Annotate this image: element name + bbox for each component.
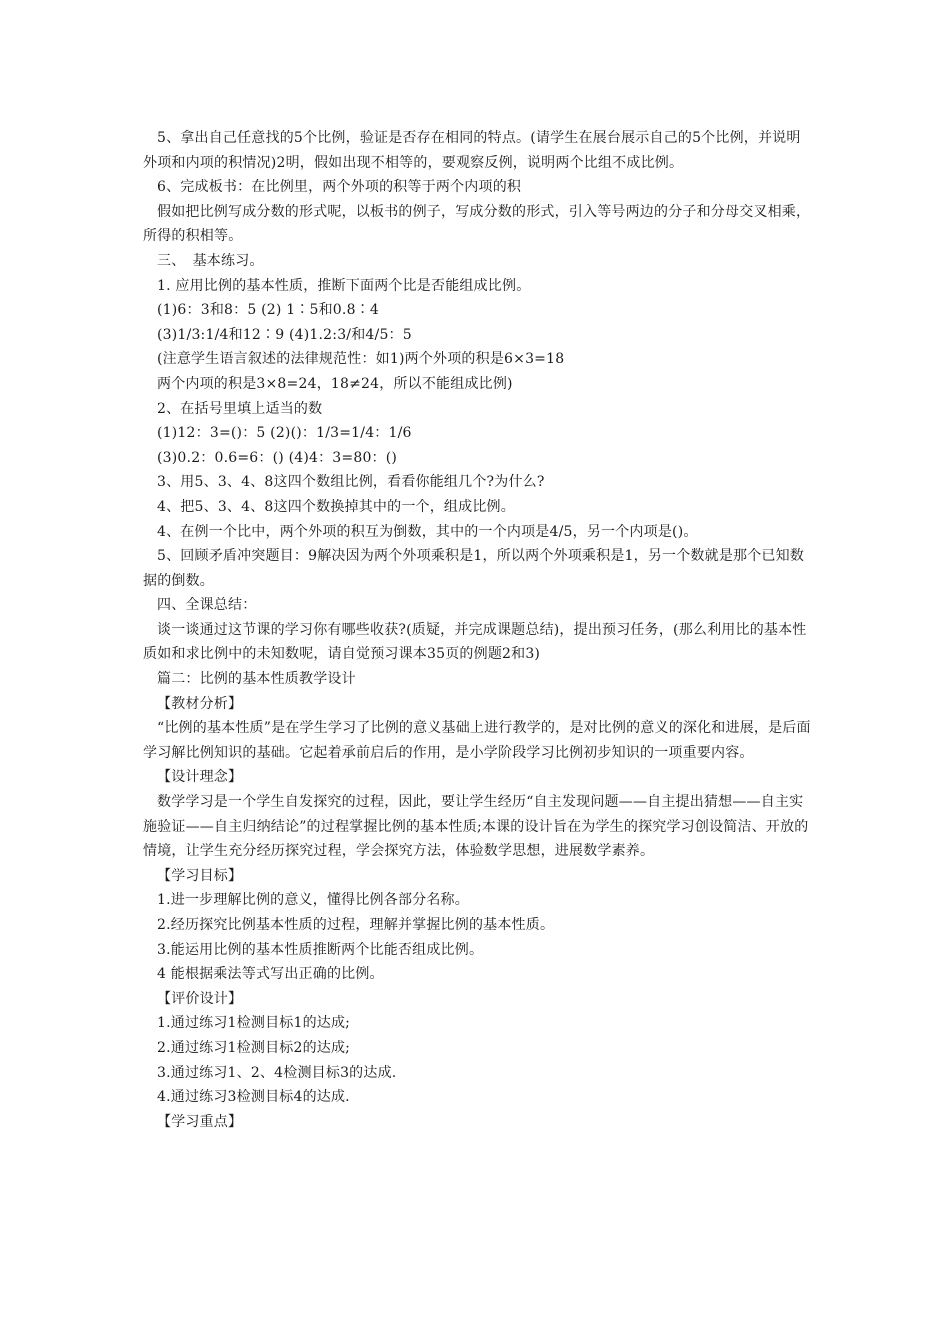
exercise-4b: 4、在例一个比中，两个外项的积互为倒数，其中的一个内项是4/5，另一个内项是()。 bbox=[157, 523, 698, 540]
exercise-1-note-b: 两个内项的积是3×8=24，18≠24，所以不能组成比例) bbox=[157, 375, 513, 392]
exercise-2-items-b: (3)0.2：0.6=6：() (4)4：3=80：() bbox=[157, 449, 398, 466]
exercise-4a: 4、把5、3、4、8这四个数换掉其中的一个，组成比例。 bbox=[157, 498, 515, 515]
exercise-3: 3、用5、3、4、8这四个数组比例，看看你能组几个?为什么? bbox=[157, 474, 545, 491]
heading-evaluation-design: 【评价设计】 bbox=[157, 990, 243, 1007]
part-two-title: 篇二：比例的基本性质教学设计 bbox=[157, 671, 356, 688]
summary-text: 谈一谈通过这节课的学习你有哪些收获?(质疑，并完成课题总结)，提出预习任务，(那么利用比的基本性质如和求比例中的未知数呢，请自觉预习课本35页的例题2和3) bbox=[143, 621, 807, 663]
evaluation-item-4: 4.通过练习3检测目标4的达成. bbox=[157, 1089, 350, 1106]
learning-goal-4: 4 能根据乘法等式写出正确的比例。 bbox=[157, 966, 384, 983]
exercise-1-items-a: (1)6：3和8：5 (2) 1∶5和0.8∶4 bbox=[157, 302, 379, 319]
paragraph-review-step5: 5、拿出自己任意找的5个比例，验证是否存在相同的特点。(请学生在展台展示自己的5个比例，并说明外项和内项的积情况)2明，假如出现不相等的，要观察反例，说明两个比组不成比例。 bbox=[143, 130, 801, 171]
heading-learning-goals: 【学习目标】 bbox=[157, 867, 243, 884]
evaluation-item-1: 1.通过练习1检测目标1的达成; bbox=[157, 1015, 351, 1032]
evaluation-item-2: 2.通过练习1检测目标2的达成; bbox=[157, 1039, 351, 1056]
paragraph-fraction-form: 假如把比例写成分数的形式呢，以板书的例子，写成分数的形式，引入等号两边的分子和分母交叉相乘，所得的积相等。 bbox=[143, 203, 811, 245]
exercise-1-note-a: (注意学生语言叙述的法律规范性：如1)两个外项的积是6×3=18 bbox=[157, 351, 565, 368]
document-body bbox=[143, 126, 813, 1134]
exercise-1-prompt: 1. 应用比例的基本性质，推断下面两个比是否能组成比例。 bbox=[157, 277, 531, 294]
paragraph-review-step6: 6、完成板书：在比例里，两个外项的积等于两个内项的积 bbox=[157, 179, 522, 196]
exercise-2-prompt: 2、在括号里填上适当的数 bbox=[157, 400, 323, 417]
evaluation-item-3: 3.通过练习1、2、4检测目标3的达成. bbox=[157, 1064, 397, 1081]
design-concept-text: 数学学习是一个学生自发探究的过程，因此，要让学生经历“自主发现问题——自主提出猜想——自主实施验证——自主归纳结论”的过程掌握比例的基本性质;本课的设计旨在为学生的探究学习创设简洁、开放的情境，让学生充分经历探究过程，学会探究方法，体验数学思想，进展数学素养。 bbox=[143, 794, 809, 860]
exercise-5: 5、回顾矛盾冲突题目：9解决因为两个外项乘积是1，所以两个外项乘积是1，另一个数就是那个已知数据的倒数。 bbox=[143, 548, 805, 589]
learning-goal-2: 2.经历探究比例基本性质的过程，理解并掌握比例的基本性质。 bbox=[157, 917, 555, 933]
section-heading-basic-practice: 三、 基本练习。 bbox=[157, 252, 264, 269]
exercise-2-items-a: (1)12：3=()：5 (2)()：1/3=1/4：1/6 bbox=[157, 425, 412, 442]
exercise-1-items-b: (3)1/3:1/4和12∶9 (4)1.2:3/和4/5：5 bbox=[157, 326, 412, 343]
learning-goal-3: 3.能运用比例的基本性质推断两个比能否组成比例。 bbox=[157, 941, 484, 958]
heading-material-analysis: 【教材分析】 bbox=[157, 695, 243, 712]
section-heading-summary: 四、全课总结： bbox=[157, 597, 257, 614]
heading-design-concept: 【设计理念】 bbox=[157, 769, 243, 786]
learning-goal-1: 1.进一步理解比例的意义，懂得比例各部分名称。 bbox=[157, 892, 469, 909]
heading-learning-focus: 【学习重点】 bbox=[157, 1113, 243, 1130]
material-analysis-text: “比例的基本性质”是在学生学习了比例的意义基础上进行教学的，是对比例的意义的深化和进展，是后面学习解比例知识的基础。它起着承前启后的作用，是小学阶段学习比例初步知识的一项重要内容。 bbox=[143, 720, 811, 761]
